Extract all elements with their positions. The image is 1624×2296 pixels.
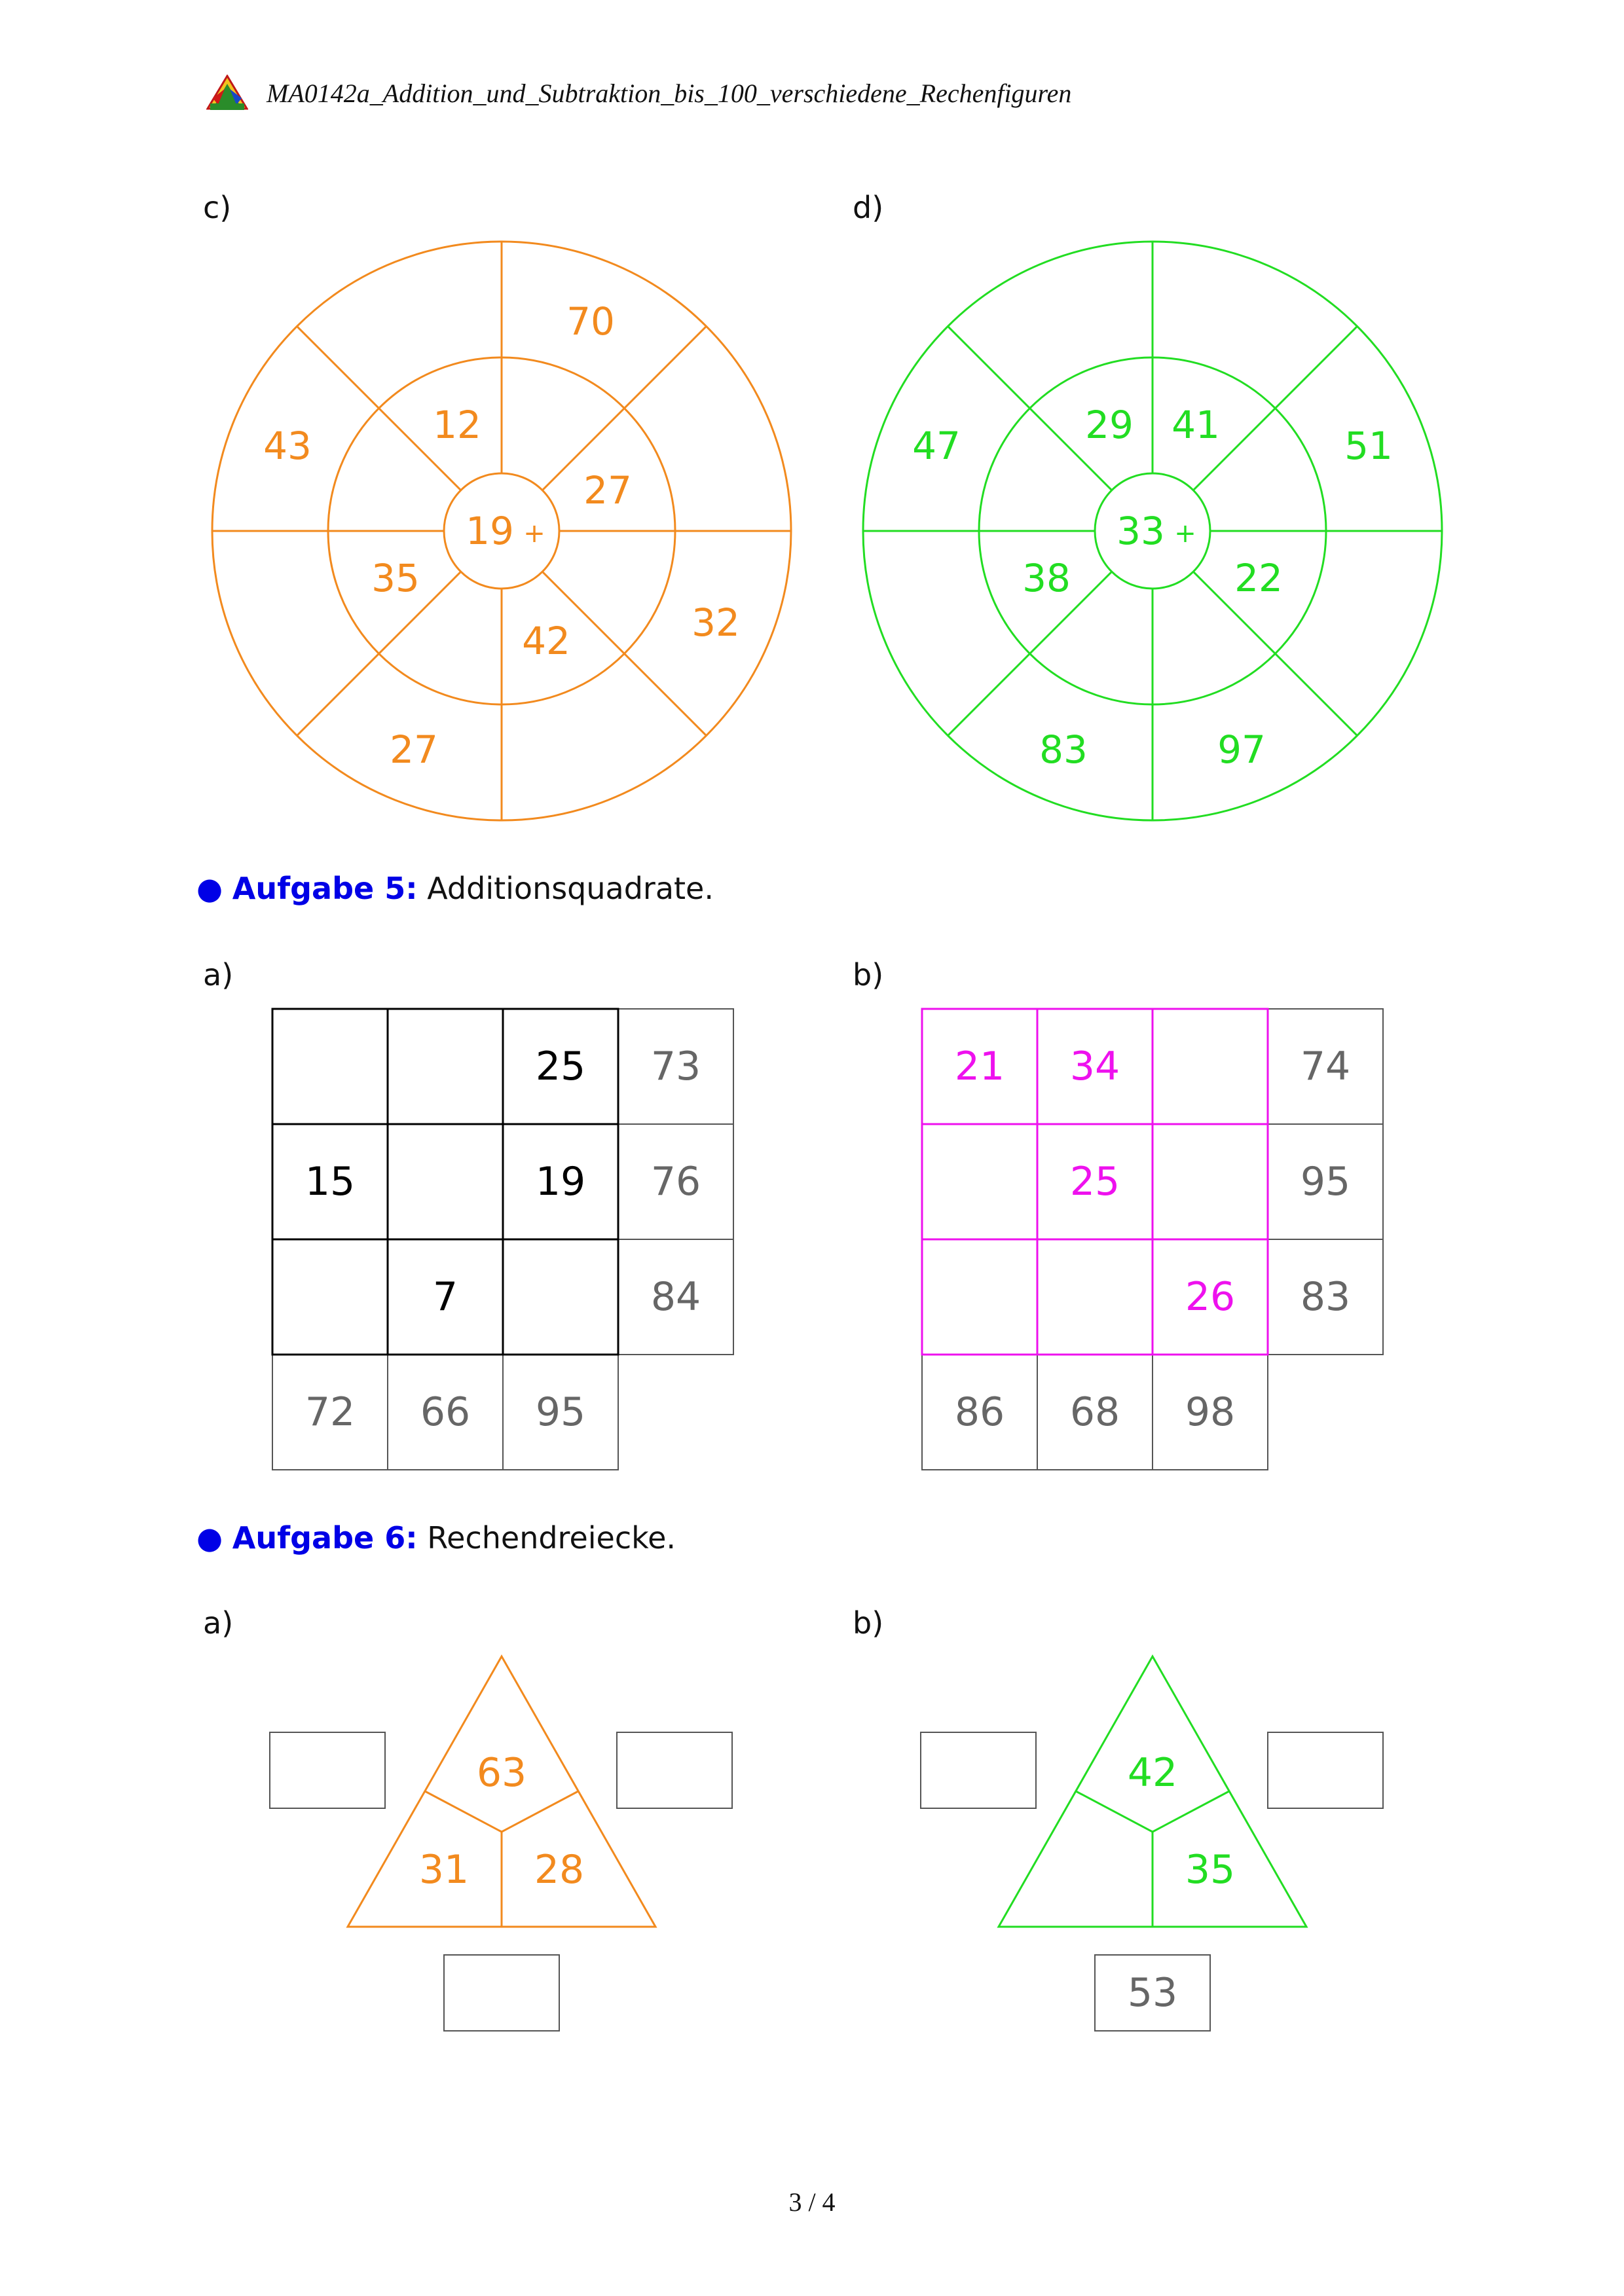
triangle-top-number: 63 — [476, 1750, 527, 1796]
triangle-right-number: 28 — [534, 1847, 585, 1893]
col-sum-number: 86 — [954, 1389, 1005, 1435]
page-number: 3 / 4 — [788, 2187, 836, 2217]
col-sum-number: 72 — [304, 1389, 356, 1435]
grid-number: 25 — [1069, 1159, 1120, 1205]
triangle-b-label: b) — [853, 1605, 884, 1641]
wheel-operator: + — [523, 519, 545, 549]
wheel-outer-number: 27 — [390, 727, 438, 772]
wheel-outer-number: 51 — [1344, 424, 1393, 468]
square-b-label: b) — [853, 957, 884, 993]
wheel-center-number: 19 — [466, 509, 514, 553]
col-sum-number: 98 — [1185, 1389, 1236, 1435]
wheel-outer-number: 32 — [692, 600, 740, 645]
wheel-inner-number: 27 — [583, 468, 632, 513]
answer-box-left[interactable] — [921, 1732, 1036, 1808]
wheel-c-label: c) — [203, 190, 232, 225]
bullet-icon: ● — [196, 871, 223, 906]
triangle-top-number: 42 — [1127, 1750, 1178, 1796]
wheel-inner-number: 22 — [1234, 556, 1283, 600]
row-sum-number: 95 — [1300, 1159, 1351, 1205]
wheel-inner-number: 35 — [371, 556, 420, 600]
answer-box-number: 53 — [1127, 1970, 1178, 2016]
square-a-label: a) — [203, 957, 234, 993]
triangle-divider — [1153, 1791, 1229, 1832]
col-sum-number: 66 — [420, 1389, 471, 1435]
wheel-outer-number: 83 — [1039, 727, 1088, 772]
bullet-icon: ● — [196, 1520, 223, 1556]
task6-title: Aufgabe 6: — [232, 1520, 418, 1556]
col-sum-number: 68 — [1069, 1389, 1120, 1435]
row-sum-number: 73 — [650, 1044, 701, 1089]
row-sum-number: 83 — [1300, 1274, 1351, 1320]
triangle-divider — [1076, 1791, 1153, 1832]
grid-number: 26 — [1185, 1274, 1236, 1320]
row-sum-number: 84 — [650, 1274, 701, 1320]
wheel-inner-number: 38 — [1022, 556, 1071, 600]
task6-text: Rechendreiecke. — [427, 1520, 676, 1556]
grid-number: 7 — [432, 1274, 458, 1320]
wheel-inner-number: 29 — [1085, 403, 1134, 447]
wheel-d-label: d) — [853, 190, 884, 225]
wheel-inner-number: 42 — [522, 619, 570, 663]
triangle-right-number: 35 — [1185, 1847, 1236, 1893]
answer-box-right[interactable] — [1268, 1732, 1383, 1808]
grid-number: 25 — [535, 1044, 586, 1089]
wheel-inner-number: 12 — [433, 403, 481, 447]
grid-number: 19 — [535, 1159, 586, 1205]
grid-number: 34 — [1069, 1044, 1120, 1089]
wheel-center-number: 33 — [1116, 509, 1165, 553]
grid-number: 15 — [304, 1159, 356, 1205]
row-sum-number: 76 — [650, 1159, 701, 1205]
row-sum-number: 74 — [1300, 1044, 1351, 1089]
wheel-inner-number: 41 — [1172, 403, 1220, 447]
wheel-outer-number: 97 — [1217, 727, 1266, 772]
triangle-a-label: a) — [203, 1605, 234, 1641]
wheel-outer-number: 43 — [263, 424, 312, 468]
task5-title: Aufgabe 5: — [232, 871, 418, 906]
col-sum-number: 95 — [535, 1389, 586, 1435]
wheel-operator: + — [1174, 519, 1196, 549]
wheel-outer-number: 70 — [566, 299, 615, 344]
grid-number: 21 — [954, 1044, 1005, 1089]
wheel-outer-number: 47 — [912, 424, 961, 468]
document-title: MA0142a_Addition_und_Subtraktion_bis_100_verschiedene_Rechenfiguren — [267, 78, 1072, 108]
task5-text: Additionsquadrate. — [427, 871, 714, 906]
triangle-left-number: 31 — [418, 1847, 470, 1893]
